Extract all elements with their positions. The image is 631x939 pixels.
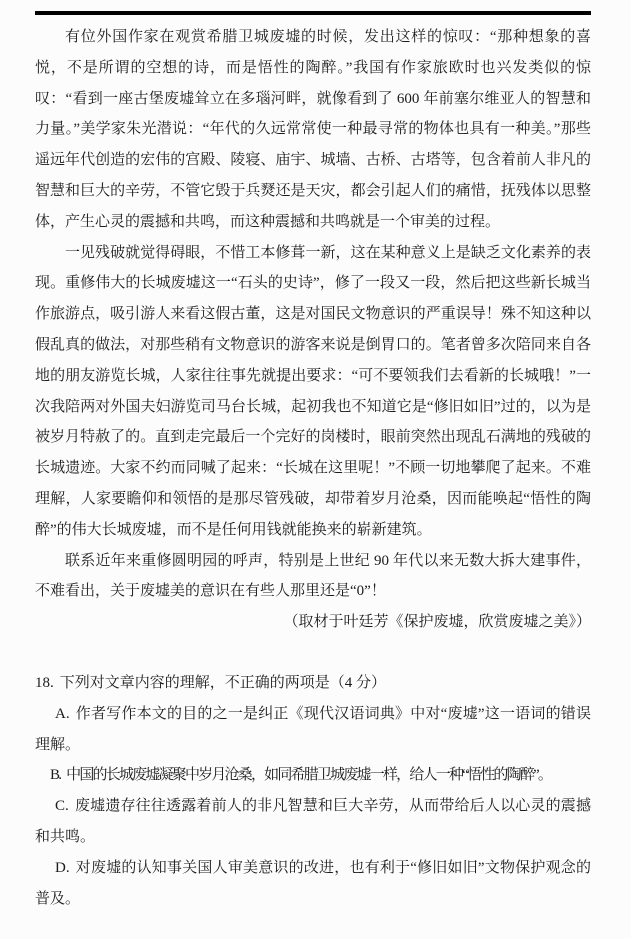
option-B-text: 中国的长城废墟凝聚中岁月沧桑，如同希腊卫城废墟一样，给人一种“悟性的陶醉”。 bbox=[66, 767, 552, 784]
passage-paragraph-1: 有位外国作家在观赏希腊卫城废墟的时候，发出这样的惊叹：“那种想象的喜悦，不是所谓的空想的诗，而是悟性的陶醉。”我国有作家旅欧时也兴发类似的惊叹：“看到一座古堡废墟耸立在多瑙河畔，就像看到了 600 年前塞尔维亚人的智慧和力量。”美学家朱光潜说：“年代的久远常常使一种最寻常的物体也具有一种美。”那些遥远年代创造的宏伟的宫殿、陵寝、庙宇、城墙、古桥、古塔等，包含着前人非凡的智慧和巨大的辛劳，不管它毁于兵燹还是天灾，都会引起人们的痛惜，抚残体以思整体，产生心灵的震撼和共鸣，而这种震撼和共鸣就是一个审美的过程。 bbox=[35, 29, 591, 230]
option-D bbox=[35, 853, 591, 915]
question-text: 下列对文章内容的理解，不正确的两项是（4 分） bbox=[59, 674, 387, 691]
top-divider-line bbox=[35, 11, 591, 15]
question-number: 18. bbox=[35, 674, 54, 691]
passage-paragraph-3: 联系近年来重修圆明园的呼声，特别是上世纪 90 年代以来无数大拆大建事件，不难看出，关于废墟美的意识在有些人那里还是“0”！ bbox=[35, 552, 591, 600]
option-B-label: B. bbox=[50, 767, 61, 784]
reading-passage bbox=[35, 22, 591, 638]
option-D-text: 对废墟的认知事关国人审美意识的改进，也有利于“修旧如旧”文物保护观念的普及。 bbox=[35, 859, 591, 907]
question-stem bbox=[35, 668, 591, 699]
option-A-text: 作者写作本文的目的之一是纠正《现代汉语词典》中对“废墟”这一语词的错误理解。 bbox=[35, 705, 591, 753]
option-D-label: D. bbox=[55, 859, 70, 876]
option-C bbox=[35, 791, 591, 853]
question-18-block bbox=[35, 668, 591, 914]
option-C-text: 废墟遗存往往透露着前人的非凡智慧和巨大辛劳，从而带给后人以心灵的震撼和共鸣。 bbox=[35, 798, 591, 845]
option-A bbox=[35, 699, 591, 761]
option-B bbox=[35, 760, 591, 791]
option-C-label: C. bbox=[55, 798, 69, 815]
option-A-label: A. bbox=[55, 705, 70, 722]
passage-paragraph-2: 一见残破就觉得碍眼，不惜工本修葺一新，这在某种意义上是缺乏文化素养的表现。重修伟大的长城废墟这一“石头的史诗”，修了一段又一段，然后把这些新长城当作旅游点，吸引游人来看这假古董，这是对国民文物意识的严重误导！殊不知这种以假乱真的做法，对那些稍有文物意识的游客来说是倒胃口的。笔者曾多次陪同来自各地的朋友游览长城，人家往往事先就提出要求：“可不要领我们去看新的长城哦！”一次我陪两对外国夫妇游览司马台长城，起初我也不知道它是“修旧如旧”过的，以为是被岁月特赦了的。直到走完最后一个完好的岗楼时，眼前突然出现乱石满地的残破的长城遗迹。大家不约而同喊了起来：“长城在这里呢！”不顾一切地攀爬了起来。不难理解，人家要瞻仰和领悟的是那尽管残破，却带着岁月沧桑，因而能唤起“悟性的陶醉”的伟大长城废墟，而不是任何用钱就能换来的崭新建筑。 bbox=[35, 244, 591, 538]
source-attribution: （取材于叶廷芳《保护废墟，欣赏废墟之美》） bbox=[283, 614, 591, 631]
